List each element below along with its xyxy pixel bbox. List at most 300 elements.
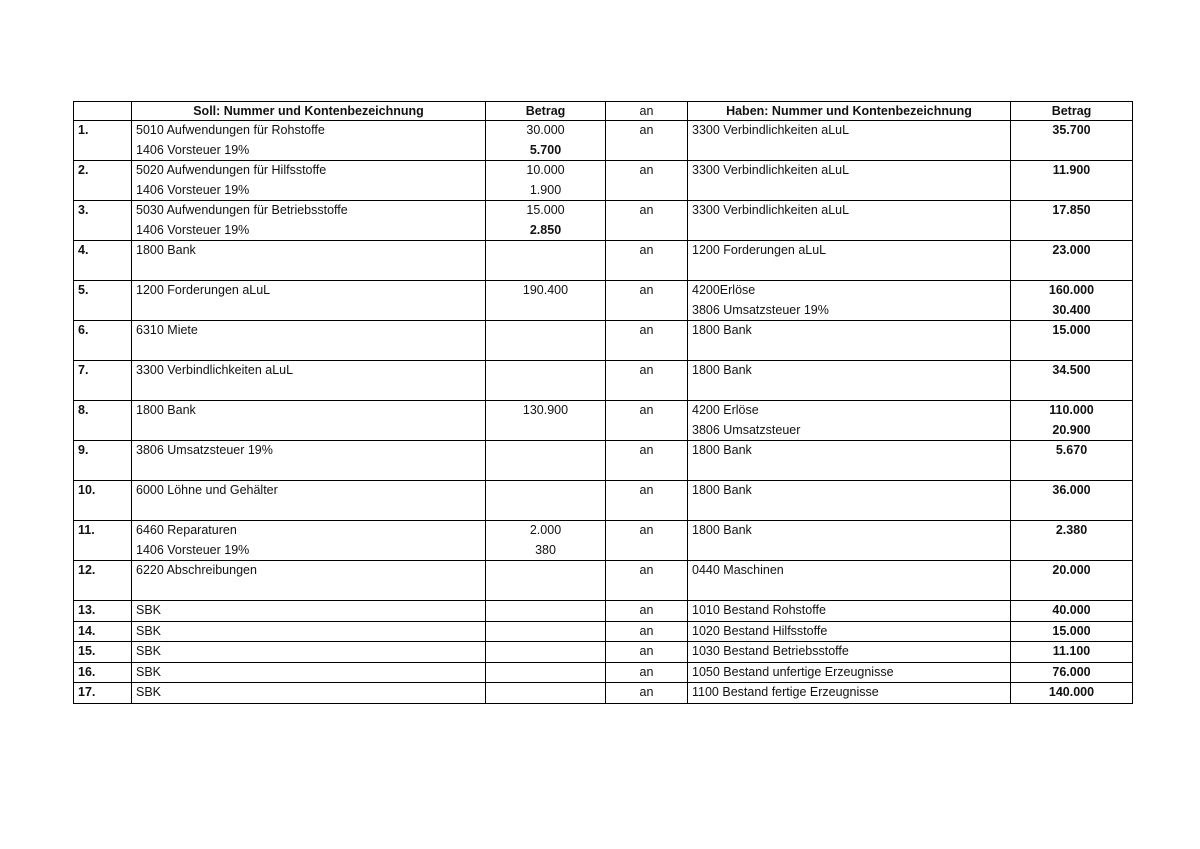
- soll-account: [132, 281, 486, 321]
- row-number-line: [78, 421, 127, 441]
- soll-amount: [486, 241, 606, 281]
- haben-amount-line: [1015, 581, 1128, 601]
- soll-account: [132, 241, 486, 281]
- an-label: [606, 621, 688, 642]
- soll-account-line: [136, 501, 481, 521]
- haben-amount-line: 140.000: [1048, 685, 1095, 699]
- soll-amount-line: [490, 301, 601, 321]
- haben-amount-line: [1015, 461, 1128, 481]
- an-label: [606, 241, 688, 281]
- haben-amount: [1011, 561, 1133, 601]
- haben-amount-line: 36.000: [1052, 483, 1091, 497]
- soll-account-line: [136, 301, 481, 321]
- an-label-line: an: [639, 664, 654, 679]
- haben-amount: [1011, 401, 1133, 441]
- soll-amount-line: 2.000: [529, 523, 562, 537]
- table-row: [74, 601, 1133, 622]
- haben-amount: [1011, 281, 1133, 321]
- haben-account: [688, 642, 1011, 663]
- haben-amount-line: [1015, 341, 1128, 361]
- soll-amount-line: [490, 241, 601, 261]
- soll-amount-line: 5.700: [529, 142, 562, 157]
- an-label-line: [610, 501, 683, 521]
- soll-account-line: [136, 341, 481, 361]
- an-label-line: [610, 381, 683, 401]
- haben-amount: [1011, 683, 1133, 704]
- soll-amount-line: [490, 481, 601, 501]
- soll-account-line: [136, 261, 481, 281]
- haben-amount-line: 23.000: [1052, 243, 1091, 257]
- haben-amount-line: 2.380: [1055, 523, 1088, 537]
- row-number: [74, 361, 132, 401]
- haben-amount: [1011, 601, 1133, 622]
- an-label-line: an: [639, 403, 654, 417]
- soll-account-line: SBK: [136, 644, 162, 658]
- table-row: [74, 642, 1133, 663]
- soll-account: [132, 683, 486, 704]
- an-label-line: an: [639, 123, 654, 137]
- soll-amount-line: [490, 461, 601, 481]
- soll-account-line: 3806 Umsatzsteuer 19%: [136, 443, 273, 457]
- haben-account: [688, 241, 1011, 281]
- an-label-line: an: [639, 623, 654, 638]
- table-row: [74, 201, 1133, 241]
- row-number: [74, 241, 132, 281]
- haben-amount: [1011, 241, 1133, 281]
- an-label-line: [610, 581, 683, 601]
- haben-amount-line: 110.000: [1049, 403, 1094, 417]
- soll-amount-line: 2.850: [529, 222, 562, 237]
- soll-amount-line: 10.000: [526, 163, 565, 177]
- an-label: [606, 481, 688, 521]
- soll-amount-line: [490, 663, 601, 683]
- row-number-line: [78, 541, 127, 561]
- an-label-line: [610, 221, 683, 241]
- soll-account-line: SBK: [136, 685, 162, 699]
- table-row: [74, 241, 1133, 281]
- haben-account-line: [692, 141, 1006, 161]
- an-label-line: [610, 541, 683, 561]
- table-body: [74, 121, 1133, 704]
- haben-account: [688, 161, 1011, 201]
- table-row: [74, 481, 1133, 521]
- an-label-line: an: [639, 283, 654, 297]
- haben-amount-line: 20.000: [1052, 563, 1091, 577]
- an-label-line: an: [639, 443, 654, 457]
- soll-account-line: 5020 Aufwendungen für Hilfsstoffe: [136, 163, 327, 177]
- haben-account-line: 4200Erlöse: [692, 283, 756, 297]
- haben-amount: [1011, 121, 1133, 161]
- haben-amount: [1011, 481, 1133, 521]
- row-number-line: 9.: [78, 443, 89, 457]
- soll-amount: [486, 161, 606, 201]
- haben-account-line: 1800 Bank: [692, 323, 752, 337]
- soll-amount-line: [490, 441, 601, 461]
- row-number-line: 4.: [78, 243, 89, 257]
- table-row: [74, 561, 1133, 601]
- header-haben-betrag: Betrag: [1011, 102, 1133, 121]
- an-label: [606, 441, 688, 481]
- soll-amount-line: [490, 321, 601, 341]
- haben-amount-line: 11.900: [1052, 163, 1091, 177]
- haben-account: [688, 441, 1011, 481]
- soll-amount-line: 30.000: [526, 123, 565, 137]
- row-number-line: 8.: [78, 403, 89, 417]
- soll-amount: [486, 481, 606, 521]
- soll-amount-line: [490, 581, 601, 601]
- haben-amount-line: [1015, 261, 1128, 281]
- haben-account: [688, 601, 1011, 622]
- soll-account: [132, 201, 486, 241]
- an-label: [606, 161, 688, 201]
- soll-account-line: 5010 Aufwendungen für Rohstoffe: [136, 123, 325, 137]
- an-label: [606, 662, 688, 683]
- an-label-line: [610, 461, 683, 481]
- row-number-line: 15.: [78, 644, 96, 658]
- haben-amount: [1011, 361, 1133, 401]
- an-label-line: [610, 261, 683, 281]
- soll-account-line: [136, 581, 481, 601]
- haben-account-line: 3806 Umsatzsteuer: [692, 422, 801, 437]
- soll-amount: [486, 361, 606, 401]
- haben-amount-line: [1015, 381, 1128, 401]
- an-label-line: [610, 421, 683, 441]
- haben-account-line: [692, 381, 1006, 401]
- soll-account-line: 3300 Verbindlichkeiten aLuL: [136, 363, 294, 377]
- an-label-line: [610, 141, 683, 161]
- an-label: [606, 201, 688, 241]
- row-number-line: [78, 581, 127, 601]
- haben-amount-line: 17.850: [1052, 203, 1091, 217]
- soll-account: [132, 561, 486, 601]
- haben-account: [688, 521, 1011, 561]
- row-number: [74, 321, 132, 361]
- haben-account-line: 3300 Verbindlichkeiten aLuL: [692, 123, 850, 137]
- row-number-line: [78, 381, 127, 401]
- table-header-row: [74, 102, 1133, 121]
- soll-amount: [486, 601, 606, 622]
- row-number: [74, 601, 132, 622]
- soll-amount-line: [490, 341, 601, 361]
- soll-account: [132, 361, 486, 401]
- soll-amount-line: [490, 361, 601, 381]
- haben-account-line: [692, 341, 1006, 361]
- soll-amount-line: 130.900: [522, 403, 569, 417]
- haben-account-line: 0440 Maschinen: [692, 563, 784, 577]
- haben-account-line: [692, 461, 1006, 481]
- an-label: [606, 401, 688, 441]
- table-row: [74, 281, 1133, 321]
- soll-amount-line: 380: [535, 542, 556, 557]
- table-row: [74, 321, 1133, 361]
- table-row: [74, 621, 1133, 642]
- soll-amount: [486, 642, 606, 663]
- soll-amount: [486, 561, 606, 601]
- haben-amount-line: 15.000: [1052, 623, 1091, 638]
- haben-account-line: 1100 Bestand fertige Erzeugnisse: [692, 685, 879, 699]
- soll-account-line: 1800 Bank: [136, 403, 196, 417]
- haben-account: [688, 683, 1011, 704]
- haben-account: [688, 321, 1011, 361]
- row-number-line: [78, 341, 127, 361]
- an-label-line: an: [639, 203, 654, 217]
- haben-account-line: 1200 Forderungen aLuL: [692, 243, 827, 257]
- row-number-line: [78, 221, 127, 241]
- haben-account-line: 4200 Erlöse: [692, 403, 759, 417]
- an-label: [606, 321, 688, 361]
- row-number-line: 11.: [78, 523, 95, 537]
- table-row: [74, 662, 1133, 683]
- soll-account: [132, 441, 486, 481]
- haben-amount: [1011, 621, 1133, 642]
- row-number: [74, 201, 132, 241]
- soll-amount: [486, 321, 606, 361]
- an-label: [606, 642, 688, 663]
- haben-amount-line: [1015, 501, 1128, 521]
- soll-amount: [486, 683, 606, 704]
- soll-amount: [486, 662, 606, 683]
- an-label-line: an: [639, 483, 654, 497]
- soll-account-line: 1406 Vorsteuer 19%: [136, 182, 250, 197]
- an-label: [606, 361, 688, 401]
- an-label-line: an: [639, 243, 654, 257]
- soll-account-line: 6000 Löhne und Gehälter: [136, 483, 278, 497]
- soll-amount-line: 15.000: [526, 203, 565, 217]
- haben-account-line: 1800 Bank: [692, 483, 752, 497]
- an-label-line: [610, 181, 683, 201]
- table-row: [74, 683, 1133, 704]
- soll-amount-line: 1.900: [529, 182, 562, 197]
- row-number: [74, 683, 132, 704]
- row-number: [74, 521, 132, 561]
- row-number: [74, 481, 132, 521]
- row-number-line: 1.: [78, 123, 89, 137]
- soll-amount-line: [490, 601, 601, 621]
- soll-account-line: 6460 Reparaturen: [136, 523, 237, 537]
- row-number: [74, 621, 132, 642]
- soll-account: [132, 321, 486, 361]
- soll-account: [132, 662, 486, 683]
- soll-account: [132, 521, 486, 561]
- haben-amount-line: 30.400: [1052, 302, 1091, 317]
- an-label-line: [610, 301, 683, 321]
- haben-amount-line: 34.500: [1052, 363, 1091, 377]
- haben-amount-line: 11.100: [1052, 644, 1091, 658]
- haben-amount: [1011, 161, 1133, 201]
- soll-amount-line: [490, 421, 601, 441]
- haben-amount-line: 40.000: [1052, 603, 1091, 617]
- soll-account-line: 1406 Vorsteuer 19%: [136, 542, 250, 557]
- row-number-line: 5.: [78, 283, 89, 297]
- haben-account-line: [692, 261, 1006, 281]
- haben-account-line: 1050 Bestand unfertige Erzeugnisse: [692, 664, 894, 679]
- soll-amount: [486, 521, 606, 561]
- row-number: [74, 642, 132, 663]
- haben-account-line: [692, 181, 1006, 201]
- soll-amount: [486, 441, 606, 481]
- haben-account-line: 3806 Umsatzsteuer 19%: [692, 302, 829, 317]
- row-number-line: 6.: [78, 323, 89, 337]
- haben-amount-line: [1015, 541, 1128, 561]
- haben-amount-line: 160.000: [1048, 283, 1095, 297]
- haben-account: [688, 201, 1011, 241]
- haben-account-line: [692, 501, 1006, 521]
- haben-account-line: 1020 Bestand Hilfsstoffe: [692, 623, 828, 638]
- soll-account-line: [136, 461, 481, 481]
- soll-account: [132, 642, 486, 663]
- soll-account-line: SBK: [136, 623, 162, 638]
- row-number-line: [78, 461, 127, 481]
- soll-account-line: 1800 Bank: [136, 243, 196, 257]
- soll-amount-line: [490, 622, 601, 642]
- row-number-line: 3.: [78, 203, 89, 217]
- soll-account-line: [136, 421, 481, 441]
- table-row: [74, 361, 1133, 401]
- haben-account-line: [692, 221, 1006, 241]
- haben-amount: [1011, 642, 1133, 663]
- haben-account-line: 1010 Bestand Rohstoffe: [692, 603, 826, 617]
- header-nr: [74, 102, 132, 121]
- haben-amount-line: [1015, 181, 1128, 201]
- soll-amount: [486, 281, 606, 321]
- an-label: [606, 281, 688, 321]
- row-number-line: 17.: [78, 685, 96, 699]
- soll-account-line: 1406 Vorsteuer 19%: [136, 222, 250, 237]
- soll-amount-line: 190.400: [522, 283, 569, 297]
- soll-amount-line: [490, 381, 601, 401]
- an-label: [606, 121, 688, 161]
- soll-account-line: 5030 Aufwendungen für Betriebsstoffe: [136, 203, 348, 217]
- an-label-line: an: [639, 644, 654, 658]
- an-label-line: an: [639, 323, 654, 337]
- soll-account: [132, 621, 486, 642]
- table-row: [74, 401, 1133, 441]
- haben-account: [688, 481, 1011, 521]
- soll-amount-line: [490, 561, 601, 581]
- soll-account-line: 1406 Vorsteuer 19%: [136, 142, 250, 157]
- haben-amount: [1011, 201, 1133, 241]
- row-number-line: 2.: [78, 163, 89, 177]
- row-number: [74, 401, 132, 441]
- table-row: [74, 521, 1133, 561]
- header-an: an: [606, 102, 688, 121]
- an-label-line: an: [639, 523, 654, 537]
- row-number-line: [78, 261, 127, 281]
- haben-account-line: 1800 Bank: [692, 443, 752, 457]
- row-number: [74, 561, 132, 601]
- soll-account: [132, 401, 486, 441]
- haben-amount-line: 15.000: [1052, 323, 1091, 337]
- haben-account: [688, 561, 1011, 601]
- haben-amount-line: 5.670: [1055, 443, 1088, 457]
- soll-account-line: 6220 Abschreibungen: [136, 563, 257, 577]
- header-haben: Haben: Nummer und Kontenbezeichnung: [688, 102, 1011, 121]
- soll-account: [132, 161, 486, 201]
- row-number-line: [78, 501, 127, 521]
- soll-amount-line: [490, 642, 601, 662]
- haben-account: [688, 281, 1011, 321]
- haben-account-line: 3300 Verbindlichkeiten aLuL: [692, 163, 850, 177]
- table-row: [74, 161, 1133, 201]
- booking-table: [73, 101, 1133, 704]
- soll-account: [132, 601, 486, 622]
- haben-account-line: 1800 Bank: [692, 523, 752, 537]
- soll-account-line: [136, 381, 481, 401]
- header-soll-betrag: Betrag: [486, 102, 606, 121]
- header-soll: Soll: Nummer und Kontenbezeichnung: [132, 102, 486, 121]
- haben-amount: [1011, 441, 1133, 481]
- an-label-line: [610, 341, 683, 361]
- an-label-line: an: [639, 685, 654, 699]
- haben-account-line: 1800 Bank: [692, 363, 752, 377]
- row-number-line: 10.: [78, 483, 96, 497]
- haben-account: [688, 361, 1011, 401]
- soll-account: [132, 481, 486, 521]
- haben-amount-line: [1015, 141, 1128, 161]
- an-label-line: an: [639, 563, 654, 577]
- row-number-line: 16.: [78, 664, 96, 679]
- soll-amount-line: [490, 683, 601, 703]
- row-number: [74, 121, 132, 161]
- haben-account-line: [692, 541, 1006, 561]
- table-row: [74, 441, 1133, 481]
- row-number-line: 13.: [78, 603, 96, 617]
- row-number: [74, 281, 132, 321]
- row-number: [74, 161, 132, 201]
- an-label-line: an: [639, 163, 654, 177]
- an-label: [606, 521, 688, 561]
- haben-account: [688, 662, 1011, 683]
- haben-account: [688, 121, 1011, 161]
- soll-amount: [486, 401, 606, 441]
- haben-account-line: 1030 Bestand Betriebsstoffe: [692, 644, 849, 658]
- row-number-line: [78, 301, 127, 321]
- an-label-line: an: [639, 603, 654, 617]
- soll-amount: [486, 121, 606, 161]
- haben-amount-line: [1015, 221, 1128, 241]
- soll-amount: [486, 621, 606, 642]
- soll-account-line: SBK: [136, 664, 162, 679]
- row-number-line: [78, 141, 127, 161]
- an-label: [606, 601, 688, 622]
- haben-amount-line: 35.700: [1052, 123, 1091, 137]
- table-row: [74, 121, 1133, 161]
- an-label: [606, 683, 688, 704]
- haben-account-line: 3300 Verbindlichkeiten aLuL: [692, 203, 850, 217]
- haben-account: [688, 621, 1011, 642]
- row-number-line: 14.: [78, 623, 96, 638]
- soll-account: [132, 121, 486, 161]
- haben-amount: [1011, 521, 1133, 561]
- soll-account-line: 1200 Forderungen aLuL: [136, 283, 271, 297]
- soll-amount: [486, 201, 606, 241]
- soll-amount-line: [490, 501, 601, 521]
- haben-account: [688, 401, 1011, 441]
- soll-account-line: 6310 Miete: [136, 323, 198, 337]
- haben-amount: [1011, 662, 1133, 683]
- row-number: [74, 441, 132, 481]
- soll-amount-line: [490, 261, 601, 281]
- row-number-line: [78, 181, 127, 201]
- an-label-line: an: [639, 363, 654, 377]
- haben-amount: [1011, 321, 1133, 361]
- soll-account-line: SBK: [136, 603, 162, 617]
- row-number-line: 7.: [78, 363, 89, 377]
- an-label: [606, 561, 688, 601]
- row-number-line: 12.: [78, 563, 96, 577]
- haben-amount-line: 20.900: [1052, 422, 1091, 437]
- haben-account-line: [692, 581, 1006, 601]
